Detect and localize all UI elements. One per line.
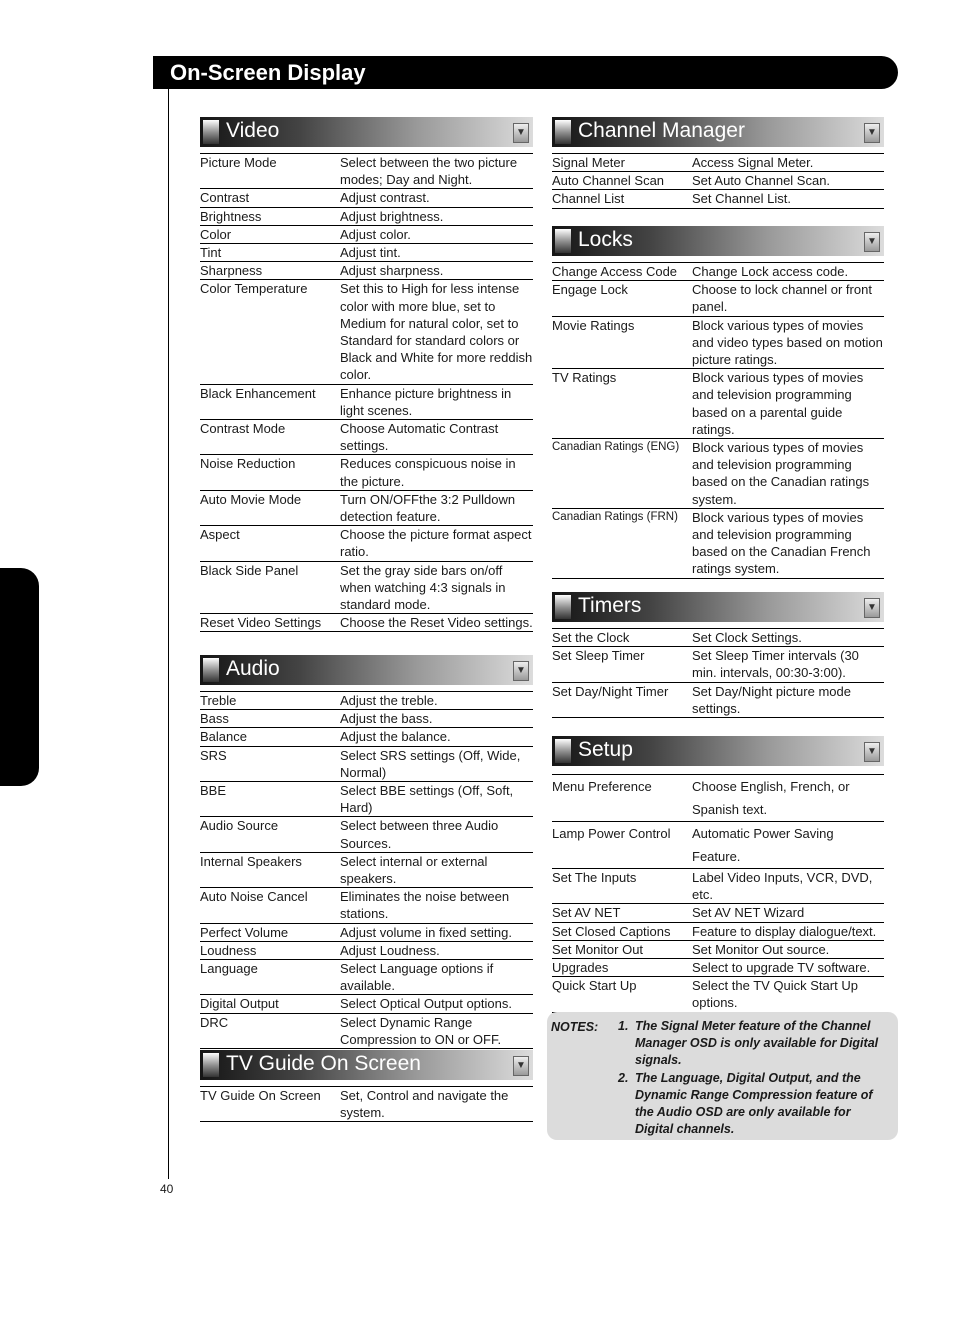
setting-description: Select Dynamic Range Compression to ON or OFF.	[340, 1014, 502, 1047]
dropdown-arrow-icon: ▼	[864, 232, 880, 252]
setting-description: Access Signal Meter.	[692, 155, 814, 170]
section-audio	[200, 655, 533, 1049]
setting-name: Bass	[200, 711, 229, 727]
setting-name: DRC	[200, 1014, 229, 1030]
table-row	[200, 994, 533, 1012]
dropdown-arrow-icon: ▼	[513, 123, 529, 143]
table-row	[552, 153, 884, 171]
table-row	[552, 280, 884, 315]
setting-name: Black Enhancement	[200, 385, 316, 401]
setting-name: Auto Movie Mode	[200, 491, 302, 507]
table-row	[200, 153, 533, 188]
side-tab	[0, 568, 39, 1321]
table-row	[200, 225, 533, 243]
setting-name: Lamp Power Control	[552, 826, 671, 841]
setting-name: Reset Video Settings	[200, 615, 322, 631]
setting-name: Set Day/Night Timer	[552, 683, 669, 699]
table-row	[552, 189, 884, 207]
setting-description: Block various types of movies and television programming based on a parental guide ratings.	[692, 370, 864, 437]
dropdown-arrow-icon: ▼	[864, 123, 880, 143]
setting-name: Color Temperature	[200, 281, 308, 297]
notes-label: NOTES:	[551, 1020, 599, 1034]
setting-name: Color	[200, 226, 232, 242]
setting-name: Contrast	[200, 190, 250, 206]
setting-name: Black Side Panel	[200, 562, 299, 578]
table-row	[552, 774, 884, 821]
table-row	[200, 384, 533, 419]
setting-description: Adjust volume in fixed setting.	[340, 924, 512, 940]
table-row	[200, 816, 533, 851]
setting-description: Set Auto Channel Scan.	[692, 173, 831, 189]
setting-description: Set Channel List.	[692, 191, 792, 207]
setting-name: Signal Meter	[552, 155, 625, 170]
setting-description: Select Language options if available.	[340, 961, 494, 994]
table-row	[200, 454, 533, 489]
setting-name: BBE	[200, 783, 227, 799]
setting-name: Menu Preference	[552, 779, 652, 794]
section-title: Video	[226, 119, 280, 142]
setting-name: Auto Channel Scan	[552, 173, 665, 189]
setting-name: SRS	[200, 747, 227, 763]
section-tvguide	[200, 1050, 533, 1122]
setting-name: Engage Lock	[552, 282, 628, 298]
page-number: 40	[160, 1182, 174, 1196]
section-title: Locks	[578, 228, 633, 251]
setting-name: Perfect Volume	[200, 924, 289, 940]
table-row	[200, 959, 533, 994]
section-timers	[552, 592, 884, 718]
table-row	[552, 976, 884, 1011]
setting-name: Treble	[200, 693, 237, 708]
menu-table	[200, 153, 533, 632]
table-row	[552, 438, 884, 508]
table-row	[552, 922, 884, 940]
setting-description: Select between the two picture modes; Day and Night.	[340, 155, 518, 188]
setting-name: Brightness	[200, 208, 262, 224]
table-row	[552, 903, 884, 921]
section-title: Setup	[578, 738, 633, 761]
setting-description: Reduces conspicuous noise in the picture.	[340, 456, 516, 489]
setting-description: Set Sleep Timer intervals (30 min. intervals, 00:30-3:00).	[692, 648, 859, 681]
table-row	[200, 207, 533, 225]
setting-name: Noise Reduction	[200, 456, 296, 472]
setting-name: Audio Source	[200, 818, 279, 834]
table-row	[200, 613, 533, 631]
setting-description: Set the gray side bars on/off when watching 4:3 signals in standard mode.	[340, 562, 506, 613]
header-gradient-icon	[555, 229, 571, 253]
setting-name: Aspect	[200, 527, 240, 543]
header-gradient-icon	[203, 1053, 219, 1077]
menu-table	[200, 691, 533, 1049]
setting-description: Select Optical Output options.	[340, 996, 512, 1012]
section-title: Audio	[226, 657, 280, 680]
setting-description: Set AV NET Wizard	[692, 905, 805, 921]
section-header	[200, 117, 533, 147]
menu-table	[552, 628, 884, 718]
setting-description: Adjust Loudness.	[340, 942, 440, 958]
table-row	[552, 262, 884, 280]
setting-description: Set this to High for less intense color with more blue, set to Medium for natural color, set to Standard for standard colors or Black and White for more reddish color.	[340, 281, 533, 383]
header-bar	[153, 56, 898, 89]
section-header	[552, 117, 884, 147]
table-row	[200, 261, 533, 279]
setting-description: Select internal or external speakers.	[340, 853, 488, 887]
margin-rule	[168, 89, 169, 1179]
setting-description: Select the TV Quick Start Up options.	[692, 978, 858, 1011]
setting-name: Set Monitor Out	[552, 941, 644, 957]
table-row	[200, 852, 533, 887]
dropdown-arrow-icon: ▼	[864, 742, 880, 762]
setting-name: TV Ratings	[552, 370, 617, 386]
setting-description: Automatic Power Saving Feature.	[692, 826, 834, 864]
table-row	[200, 279, 533, 383]
setting-name: Sharpness	[200, 263, 263, 279]
setting-description: Select between three Audio Sources.	[340, 818, 499, 851]
table-row	[552, 316, 884, 369]
setting-description: Feature to display dialogue/text.	[692, 923, 877, 939]
table-row	[552, 628, 884, 646]
setting-description: Adjust sharpness.	[340, 263, 444, 279]
setting-description: Select SRS settings (Off, Wide, Normal)	[340, 747, 521, 780]
section-header	[552, 736, 884, 766]
setting-name: Canadian Ratings (FRN)	[552, 510, 678, 523]
table-row	[200, 525, 533, 560]
table-row	[552, 508, 884, 578]
table-row	[200, 490, 533, 525]
table-row	[552, 940, 884, 958]
dropdown-arrow-icon: ▼	[513, 1056, 529, 1076]
table-row	[200, 923, 533, 941]
section-header	[200, 655, 533, 685]
setting-name: Change Access Code	[552, 264, 678, 279]
note-text: The Signal Meter feature of the Channel Manager OSD is only available for Digital signals.	[635, 1019, 879, 1068]
setting-description: Select to upgrade TV software.	[692, 960, 871, 976]
table-row	[552, 958, 884, 976]
setting-name: Set AV NET	[552, 905, 621, 921]
setting-description: Choose Automatic Contrast settings.	[340, 421, 499, 454]
setting-description: Choose English, French, or Spanish text.	[692, 779, 850, 817]
note-number: 1.	[618, 1019, 629, 1033]
setting-name: Balance	[200, 729, 247, 745]
menu-table	[200, 1086, 533, 1122]
table-row	[200, 419, 533, 454]
note-item	[618, 1070, 890, 1139]
notes-list	[618, 1018, 890, 1138]
setting-name: Set the Clock	[552, 630, 630, 645]
table-row	[200, 781, 533, 816]
setting-description: Select BBE settings (Off, Soft, Hard)	[340, 783, 514, 816]
table-row	[200, 709, 533, 727]
table-row	[200, 727, 533, 745]
table-row	[200, 887, 533, 922]
table-row	[200, 188, 533, 206]
setting-name: Set The Inputs	[552, 870, 637, 885]
section-video	[200, 117, 533, 632]
setting-description: Adjust the treble.	[340, 693, 438, 708]
section-locks	[552, 226, 884, 579]
note-number: 2.	[618, 1070, 629, 1085]
setting-name: Set Sleep Timer	[552, 648, 645, 664]
setting-name: Language	[200, 961, 258, 977]
notes-box	[547, 1012, 898, 1140]
setting-description: Choose to lock channel or front panel.	[692, 282, 872, 315]
setting-name: Channel List	[552, 191, 625, 207]
setting-description: Label Video Inputs, VCR, DVD, etc.	[692, 870, 873, 903]
setting-description: Adjust contrast.	[340, 190, 430, 206]
table-row	[200, 941, 533, 959]
setting-description: Choose the picture format aspect ratio.	[340, 527, 532, 560]
setting-description: Turn ON/OFFthe 3:2 Pulldown detection feature.	[340, 491, 516, 525]
page-title: On-Screen Display	[170, 60, 366, 85]
section-title: TV Guide On Screen	[226, 1052, 421, 1075]
setting-name: Picture Mode	[200, 155, 277, 170]
dropdown-arrow-icon: ▼	[513, 661, 529, 681]
setting-description: Set Monitor Out source.	[692, 941, 830, 957]
setting-description: Adjust tint.	[340, 245, 401, 261]
header-gradient-icon	[203, 658, 219, 682]
side-tab-label: On-Screen Display	[9, 1169, 28, 1321]
header-gradient-icon	[203, 120, 219, 144]
setting-description: Adjust the balance.	[340, 729, 451, 745]
note-text: The Language, Digital Output, and the Dynamic Range Compression feature of the Audio OSD are only available for Digital channels.	[635, 1070, 873, 1137]
section-header	[552, 226, 884, 256]
setting-name: Set Closed Captions	[552, 923, 671, 939]
table-row	[200, 1013, 533, 1048]
setting-description: Block various types of movies and television programming based on the Canadian ratings system.	[692, 440, 870, 507]
setting-name: Digital Output	[200, 996, 279, 1012]
setting-name: TV Guide On Screen	[200, 1088, 321, 1103]
setting-name: Tint	[200, 245, 222, 261]
section-header	[200, 1050, 533, 1080]
setting-name: Movie Ratings	[552, 317, 635, 333]
table-row	[200, 243, 533, 261]
setting-name: Upgrades	[552, 960, 609, 976]
setting-name: Quick Start Up	[552, 978, 637, 994]
header-gradient-icon	[555, 120, 571, 144]
setting-name: Internal Speakers	[200, 853, 302, 869]
table-row	[200, 746, 533, 781]
setting-description: Set Clock Settings.	[692, 630, 802, 645]
setting-description: Adjust color.	[340, 226, 411, 242]
header-gradient-icon	[555, 739, 571, 763]
setting-name: Loudness	[200, 942, 257, 958]
setting-name: Canadian Ratings (ENG)	[552, 441, 680, 454]
setting-description: Block various types of movies and television programming based on the Canadian French ratings system.	[692, 509, 871, 577]
table-row	[200, 561, 533, 614]
setting-name: Auto Noise Cancel	[200, 889, 308, 905]
dropdown-arrow-icon: ▼	[864, 598, 880, 618]
setting-description: Set, Control and navigate the system.	[340, 1088, 509, 1121]
table-row	[200, 1086, 533, 1121]
note-item	[618, 1018, 890, 1070]
section-setup	[552, 736, 884, 1013]
section-title: Channel Manager	[578, 119, 745, 142]
table-row	[552, 682, 884, 717]
setting-name: Contrast Mode	[200, 421, 286, 437]
header-gradient-icon	[555, 595, 571, 619]
table-row	[200, 691, 533, 709]
setting-description: Adjust brightness.	[340, 208, 444, 224]
menu-table	[552, 262, 884, 579]
setting-description: Enhance picture brightness in light scenes.	[340, 385, 512, 418]
table-row	[552, 171, 884, 189]
setting-description: Adjust the bass.	[340, 711, 433, 727]
menu-table	[552, 774, 884, 1013]
setting-description: Block various types of movies and video types based on motion picture ratings.	[692, 317, 883, 368]
setting-description: Change Lock access code.	[692, 264, 849, 279]
table-row	[552, 646, 884, 681]
table-row	[552, 868, 884, 903]
menu-table	[552, 153, 884, 209]
section-channel-manager	[552, 117, 884, 209]
section-header	[552, 592, 884, 622]
section-title: Timers	[578, 594, 642, 617]
table-row	[552, 368, 884, 438]
setting-description: Set Day/Night picture mode settings.	[692, 683, 851, 716]
setting-description: Eliminates the noise between stations.	[340, 889, 510, 922]
setting-description: Choose the Reset Video settings.	[340, 615, 533, 631]
table-row	[552, 821, 884, 868]
